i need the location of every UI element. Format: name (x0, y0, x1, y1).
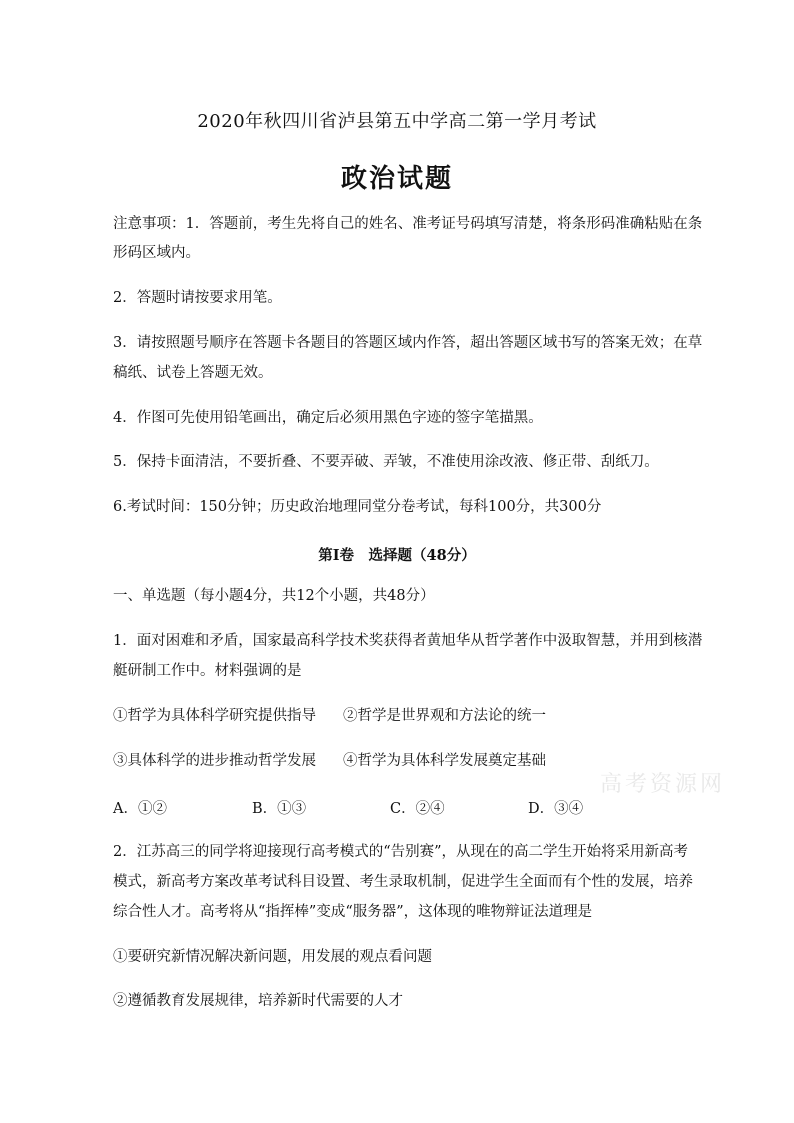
question-1-option-b: B．①③ (252, 801, 307, 817)
question-1-option-c: C．②④ (390, 801, 445, 817)
question-2-stem: 模式，新高考方案改革考试科目设置、考生录取机制，促进学生全面而有个性的发展，培养 (113, 874, 693, 890)
question-2-item: ①要研究新情况解决新问题，用发展的观点看问题 (113, 949, 432, 965)
question-1-item: ③具体科学的进步推动哲学发展 (113, 753, 316, 769)
question-2-stem: 综合性人才。高考将从“指挥棒”变成“服务器”，这体现的唯物辩证法道理是 (113, 904, 593, 920)
section-description: 一、单选题（每小题4分，共12个小题，共48分） (113, 588, 435, 604)
question-1-stem: 艇研制工作中。材料强调的是 (113, 663, 302, 679)
question-1-option-a: A．①② (113, 801, 167, 817)
note-line: 4．作图可先使用铅笔画出，确定后必须用黑色字迹的签字笔描黑。 (113, 410, 543, 426)
question-1-stem: 1．面对困难和矛盾，国家最高科学技术奖获得者黄旭华从哲学著作中汲取智慧，并用到核潜 (113, 633, 703, 649)
note-line: 5．保持卡面清洁，不要折叠、不要弄破、弄皱，不准使用涂改液、修正带、刮纸刀。 (113, 454, 659, 470)
watermark: 高考资源网 (600, 772, 726, 797)
note-line: 6.考试时间：150分钟；历史政治地理同堂分卷考试，每科100分，共300分 (113, 499, 602, 515)
question-1-item: ①哲学为具体科学研究提供指导 (113, 708, 316, 724)
exam-title: 2020年秋四川省泸县第五中学高二第一学月考试 (197, 111, 597, 132)
exam-subject-title: 政治试题 (340, 164, 453, 194)
question-1-option-d: D．③④ (528, 801, 584, 817)
section-title: 第I卷 选择题（48分） (318, 547, 476, 564)
question-2-stem: 2．江苏高三的同学将迎接现行高考模式的“告别赛”，从现在的高二学生开始将采用新高考 (113, 844, 689, 860)
note-line: 注意事项：1．答题前，考生先将自己的姓名、准考证号码填写清楚，将条形码准确粘贴在条 (113, 216, 703, 232)
question-1-item: ②哲学是世界观和方法论的统一 (343, 708, 546, 724)
note-line: 3．请按照题号顺序在答题卡各题目的答题区域内作答，超出答题区域书写的答案无效；在草 (113, 335, 703, 351)
note-line: 2．答题时请按要求用笔。 (113, 290, 282, 306)
question-2-item: ②遵循教育发展规律，培养新时代需要的人才 (113, 993, 403, 1009)
note-line: 形码区域内。 (113, 245, 200, 261)
note-line: 稿纸、试卷上答题无效。 (113, 365, 273, 381)
question-1-item: ④哲学为具体科学发展奠定基础 (343, 753, 546, 769)
